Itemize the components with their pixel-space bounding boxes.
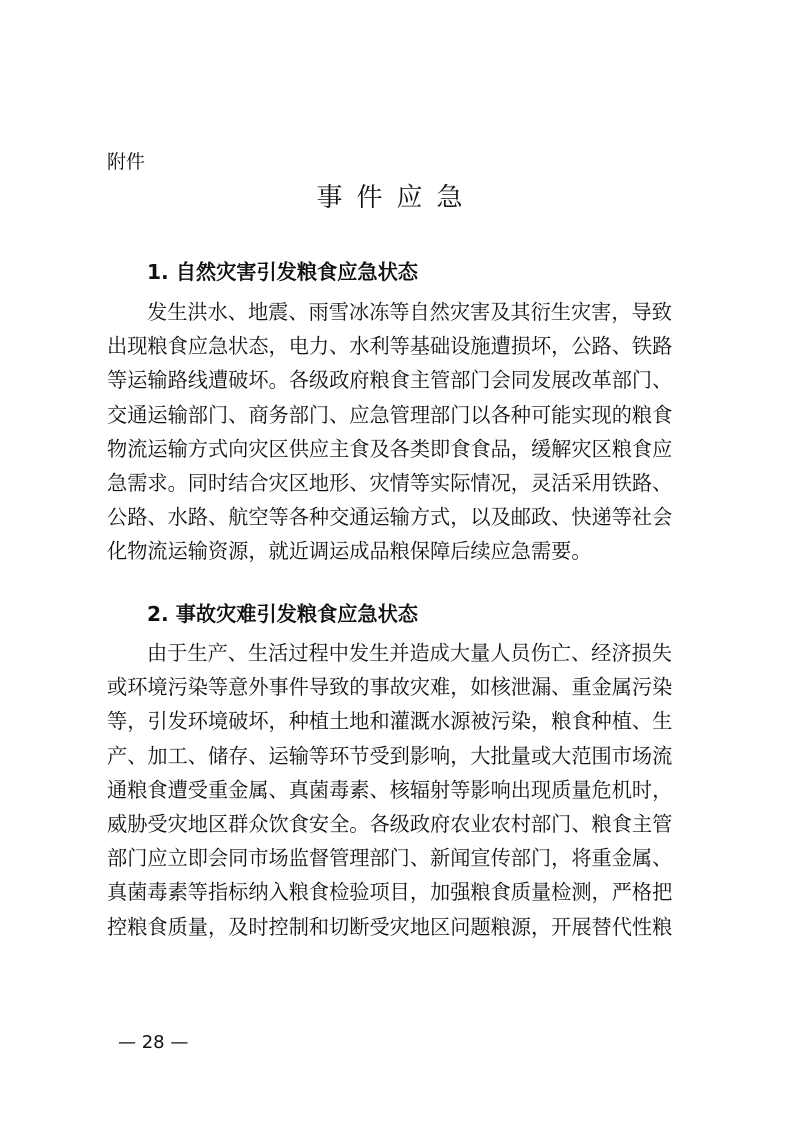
paragraph-line: 发生洪水、地震、雨雪冰冻等自然灾害及其衍生灾害，导致 <box>147 300 672 324</box>
section-1-heading: 1. 自然灾害引发粮食应急状态 <box>147 260 418 284</box>
paragraph-line: 威胁受灾地区群众饮食安全。各级政府农业农村部门、粮食主管 <box>107 812 673 837</box>
page-title: 事件应急 <box>316 183 477 213</box>
paragraph-line: 物流运输方式向灾区供应主食及各类即食食品，缓解灾区粮食应 <box>107 436 673 461</box>
paragraph-line: 化物流运输资源，就近调运成品粮保障后续应急需要。 <box>107 539 592 564</box>
section-2-heading: 2. 事故灾难引发粮食应急状态 <box>147 602 418 626</box>
section-1-body <box>107 295 693 569</box>
paragraph-line: 由于生产、生活过程中发生并造成大量人员伤亡、经济损失 <box>147 641 672 665</box>
paragraph-line: 等运输路线遭破坏。各级政府粮食主管部门会同发展改革部门、 <box>107 368 673 393</box>
paragraph-line: 或环境污染等意外事件导致的事故灾难，如核泄漏、重金属污染 <box>107 675 673 700</box>
paragraph-line: 部门应立即会同市场监督管理部门、新闻宣传部门，将重金属、 <box>107 846 673 871</box>
paragraph-line: 交通运输部门、商务部门、应急管理部门以各种可能实现的粮食 <box>107 402 673 427</box>
paragraph-line: 急需求。同时结合灾区地形、灾情等实际情况，灵活采用铁路、 <box>107 471 673 496</box>
page-number: — 28 — <box>118 1032 189 1053</box>
paragraph-line: 通粮食遭受重金属、真菌毒素、核辐射等影响出现质量危机时， <box>107 777 673 802</box>
paragraph-line: 产、加工、储存、运输等环节受到影响，大批量或大范围市场流 <box>107 743 673 768</box>
paragraph-line: 真菌毒素等指标纳入粮食检验项目，加强粮食质量检测，严格把 <box>107 880 673 905</box>
attachment-label: 附件 <box>107 151 146 173</box>
paragraph-line: 等，引发环境破坏，种植土地和灌溉水源被污染，粮食种植、生 <box>107 709 673 734</box>
paragraph-line: 出现粮食应急状态，电力、水利等基础设施遭损坏，公路、铁路 <box>107 334 673 359</box>
section-2-body <box>107 636 693 944</box>
paragraph-line: 控粮食质量，及时控制和切断受灾地区问题粮源，开展替代性粮 <box>107 914 673 939</box>
paragraph-line: 公路、水路、航空等各种交通运输方式，以及邮政、快递等社会 <box>107 505 673 530</box>
